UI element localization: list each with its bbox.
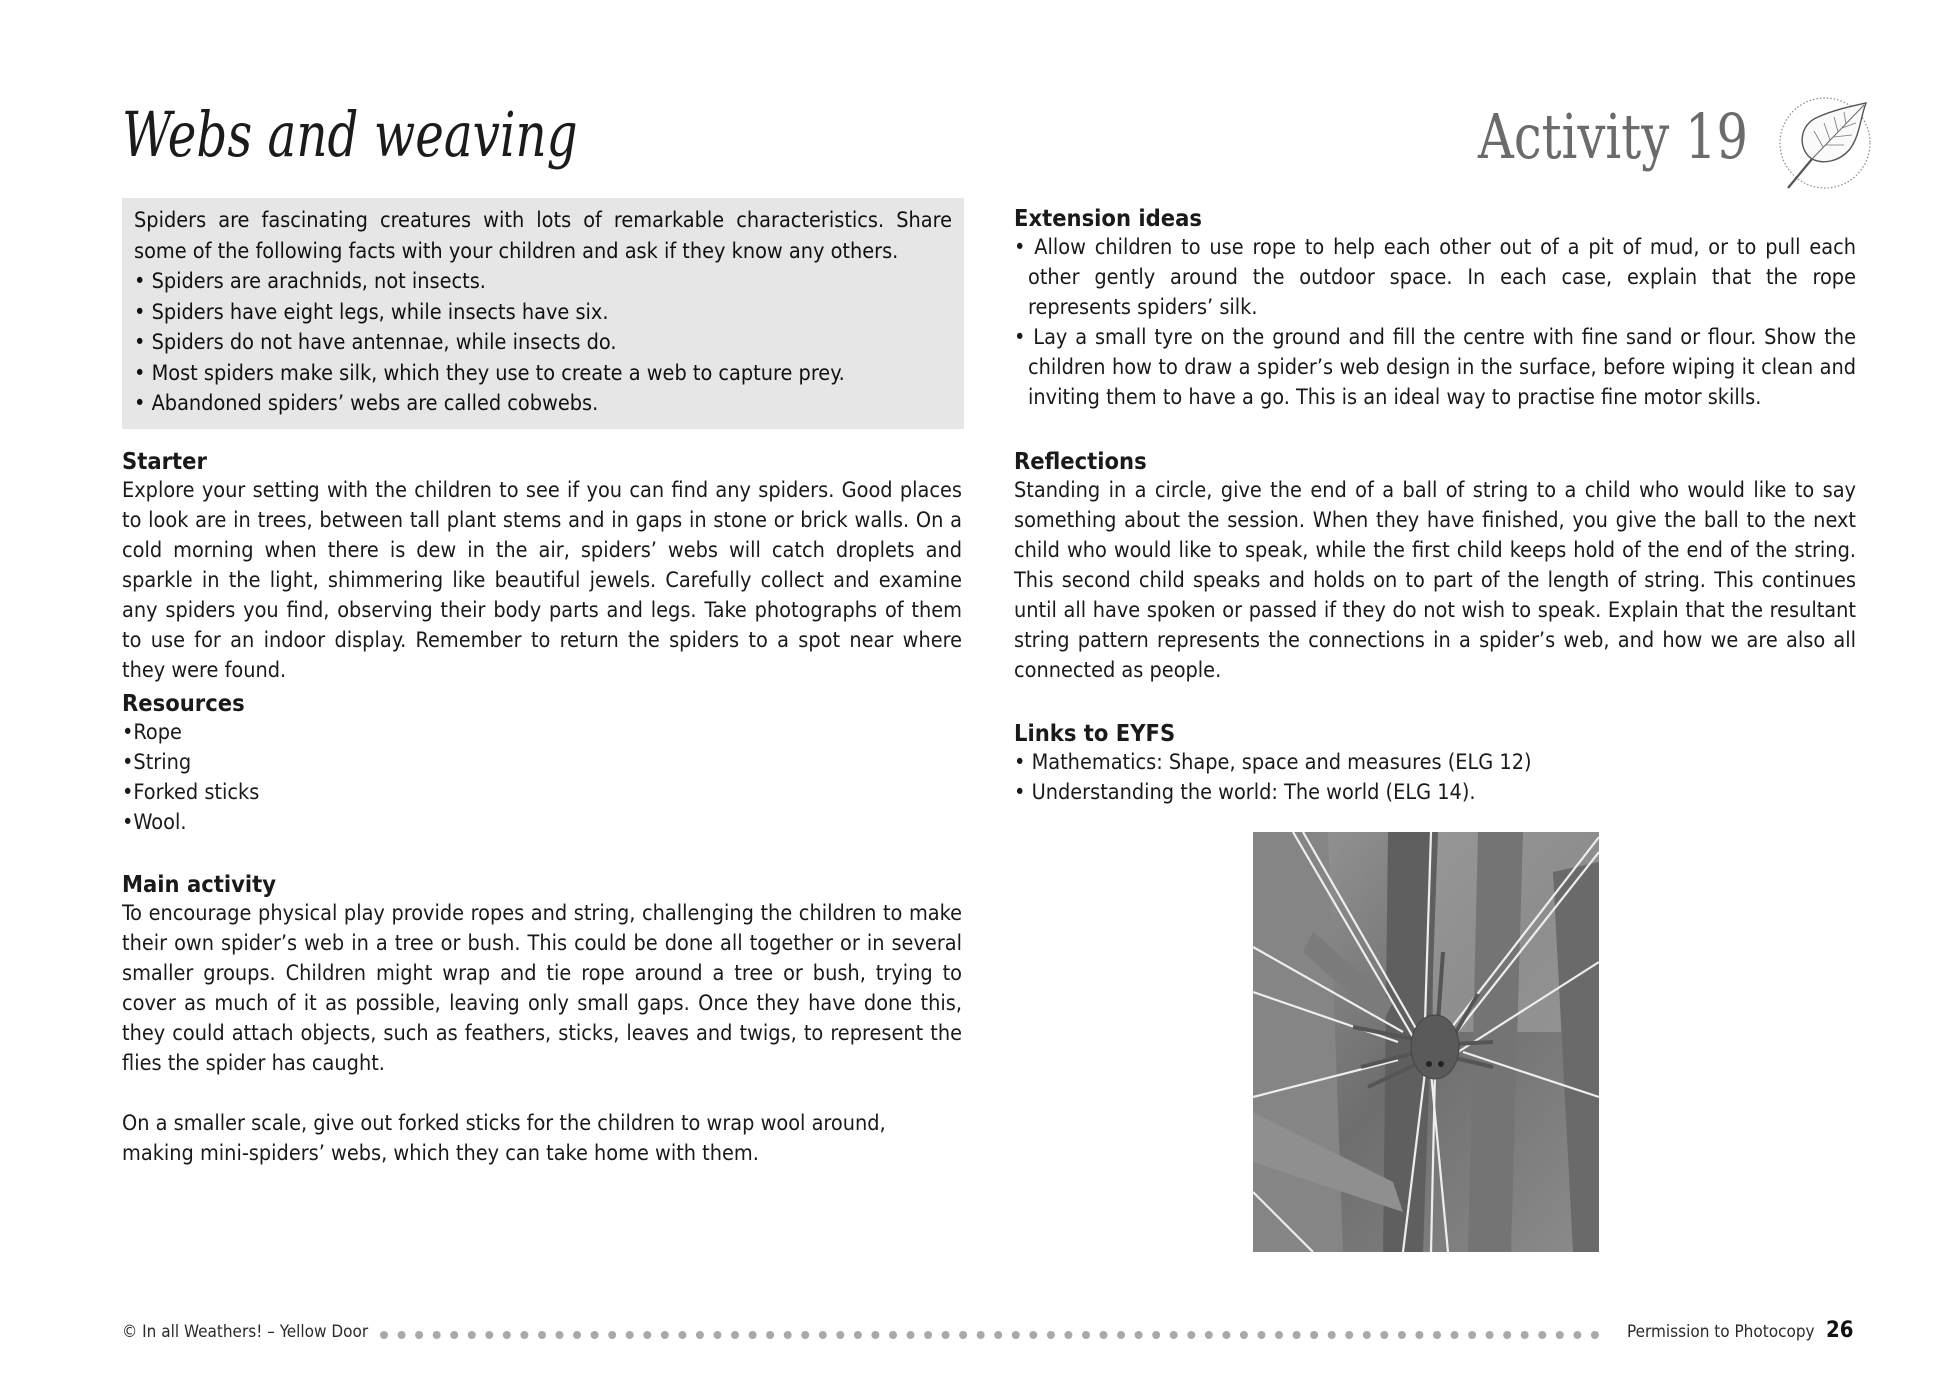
footer-dot [1328, 1331, 1336, 1339]
footer-dot [994, 1331, 1002, 1339]
page-number: 26 [1826, 1318, 1854, 1343]
starter-heading: Starter [122, 447, 207, 475]
main-activity-paragraph: To encourage physical play provide ropes and string, challenging the children to make their own spider’s web in a tree or bush. This could be done all together or in several smaller groups. Children might wrap and tie rope around a tree or bush, trying to cover as much of it as possible, leaving only small gaps. Once they have done this, they could attach objects, such as feathers, sticks, leaves and twigs, to represent the flies the spider has caught. [122, 901, 962, 1076]
footer-dot [854, 1331, 862, 1339]
fact-item: • Spiders are arachnids, not insects. [134, 269, 486, 294]
footer-dot [1556, 1331, 1564, 1339]
footer-dot [626, 1331, 634, 1339]
leaf-icon [1768, 95, 1880, 195]
resource-item: •String [122, 750, 192, 775]
footer-dot [1152, 1331, 1160, 1339]
footer-dot [1573, 1331, 1581, 1339]
facts-intro: Spiders are fascinating creatures with lots of remarkable characteristics. Share some of the following facts with your children and ask if they know any others. [134, 208, 952, 264]
resource-item: •Wool. [122, 810, 187, 835]
footer-dot [468, 1331, 476, 1339]
footer-dot [1363, 1331, 1371, 1339]
footer-dot [819, 1331, 827, 1339]
main-activity-heading: Main activity [122, 870, 277, 898]
footer-dot [485, 1331, 493, 1339]
footer-dot [766, 1331, 774, 1339]
footer-dot [1029, 1331, 1037, 1339]
footer-dot [1100, 1331, 1108, 1339]
footer-dot [1275, 1331, 1283, 1339]
footer-dot [503, 1331, 511, 1339]
footer-dot [1047, 1331, 1055, 1339]
extension-section [1014, 203, 1856, 413]
footer-dot [1012, 1331, 1020, 1339]
main-activity-paragraph: On a smaller scale, give out forked sticks for the children to wrap wool around, making mini-spiders’ webs, which they can take home with them. [122, 1111, 886, 1166]
activity-label: Activity 19 [1478, 100, 1749, 173]
resources-section [122, 688, 962, 838]
footer-dot [801, 1331, 809, 1339]
footer-dot [731, 1331, 739, 1339]
footer-dot [538, 1331, 546, 1339]
reflections-body: Standing in a circle, give the end of a ball of string to a child who would like to say something about the session. When they have finished, you give the ball to the next child who would like to speak, while the first child keeps hold of the end of the string. This second child speaks and holds on to part of the length of string. This continues until all have spoken or passed if they do not wish to speak. Explain that the resultant string pattern represents the connections in a spider’s web, and how we are also all connected as people. [1014, 478, 1856, 683]
footer-dot [1170, 1331, 1178, 1339]
footer-dot [398, 1331, 406, 1339]
footer-dot [977, 1331, 985, 1339]
footer-dot [836, 1331, 844, 1339]
footer-dot [1310, 1331, 1318, 1339]
footer-dot [1064, 1331, 1072, 1339]
footer-dot [924, 1331, 932, 1339]
footer-dot [556, 1331, 564, 1339]
reflections-heading: Reflections [1014, 447, 1147, 475]
fact-item: • Abandoned spiders’ webs are called cobwebs. [134, 391, 599, 416]
footer-dot [1415, 1331, 1423, 1339]
footer-dot [643, 1331, 651, 1339]
footer-dot [591, 1331, 599, 1339]
page-title: Webs and weaving [122, 98, 578, 171]
footer-dot [696, 1331, 704, 1339]
footer-dot [1293, 1331, 1301, 1339]
footer-dot [433, 1331, 441, 1339]
footer-dot [573, 1331, 581, 1339]
main-activity-section [122, 869, 962, 1169]
footer-dot [889, 1331, 897, 1339]
fact-item: • Spiders do not have antennae, while insects do. [134, 330, 617, 355]
footer-dot [1486, 1331, 1494, 1339]
footer-dot [749, 1331, 757, 1339]
footer-dot [1082, 1331, 1090, 1339]
photo-illustration [1253, 832, 1599, 1252]
footer-dot [1503, 1331, 1511, 1339]
footer-dot [1468, 1331, 1476, 1339]
eyfs-heading: Links to EYFS [1014, 719, 1176, 747]
footer-dot [1187, 1331, 1195, 1339]
footer-dot [450, 1331, 458, 1339]
extension-item: • Lay a small tyre on the ground and fill the centre with fine sand or flour. Show the children how to draw a spider’s web design in the surface, before wiping it clean and inviting them to have a go. This is an ideal way to practise fine motor skills. [1014, 325, 1856, 410]
eyfs-item: • Understanding the world: The world (ELG 14). [1014, 780, 1476, 805]
footer-dot [661, 1331, 669, 1339]
footer-dot [784, 1331, 792, 1339]
starter-body: Explore your setting with the children to see if you can find any spiders. Good places to look are in trees, between tall plant stems and in gaps in stone or brick walls. On a cold morning when there is dew in the air, spiders’ webs will catch droplets and sparkle in the light, shimmering like beautiful jewels. Carefully collect and examine any spiders you find, observing their body parts and legs. Take photographs of them to use for an indoor display. Remember to return the spiders to a spot near where they were found. [122, 478, 962, 683]
resource-item: •Forked sticks [122, 780, 260, 805]
starter-section [122, 446, 962, 686]
footer-dot [959, 1331, 967, 1339]
reflections-section [1014, 446, 1856, 686]
footer-dot [1380, 1331, 1388, 1339]
fact-item: • Spiders have eight legs, while insects have six. [134, 299, 609, 325]
footer-dot [1240, 1331, 1248, 1339]
facts-list [134, 267, 952, 420]
footer-dot [608, 1331, 616, 1339]
footer-dot [907, 1331, 915, 1339]
footer-dot [1398, 1331, 1406, 1339]
spider-web-photo [1253, 832, 1599, 1252]
facts-box [122, 198, 964, 429]
footer-dot [714, 1331, 722, 1339]
footer-dot [942, 1331, 950, 1339]
footer-dot [520, 1331, 528, 1339]
footer-dot [1258, 1331, 1266, 1339]
footer-dot [1222, 1331, 1230, 1339]
footer-dot [1135, 1331, 1143, 1339]
footer-dot [380, 1331, 388, 1339]
footer-dot [1117, 1331, 1125, 1339]
footer-dot [1433, 1331, 1441, 1339]
extension-heading: Extension ideas [1014, 204, 1202, 232]
fact-item: • Most spiders make silk, which they use to create a web to capture prey. [134, 360, 845, 386]
footer-permission: Permission to Photocopy [1627, 1322, 1815, 1342]
footer-dot [871, 1331, 879, 1339]
footer-dot-rule [379, 1329, 1599, 1341]
footer-dot [1521, 1331, 1529, 1339]
resources-heading: Resources [122, 689, 245, 717]
footer-dot [1345, 1331, 1353, 1339]
eyfs-item: • Mathematics: Shape, space and measures (ELG 12) [1014, 750, 1532, 775]
footer-dot [1205, 1331, 1213, 1339]
eyfs-section [1014, 718, 1856, 808]
footer-dot [1591, 1331, 1599, 1339]
footer-copyright: © In all Weathers! – Yellow Door [122, 1322, 369, 1342]
footer-dot [415, 1331, 423, 1339]
footer-dot [678, 1331, 686, 1339]
footer-dot [1451, 1331, 1459, 1339]
extension-item: • Allow children to use rope to help each other out of a pit of mud, or to pull each other gently around the outdoor space. In each case, explain that the rope represents spiders’ silk. [1014, 235, 1856, 320]
footer-dot [1538, 1331, 1546, 1339]
resource-item: •Rope [122, 720, 182, 745]
